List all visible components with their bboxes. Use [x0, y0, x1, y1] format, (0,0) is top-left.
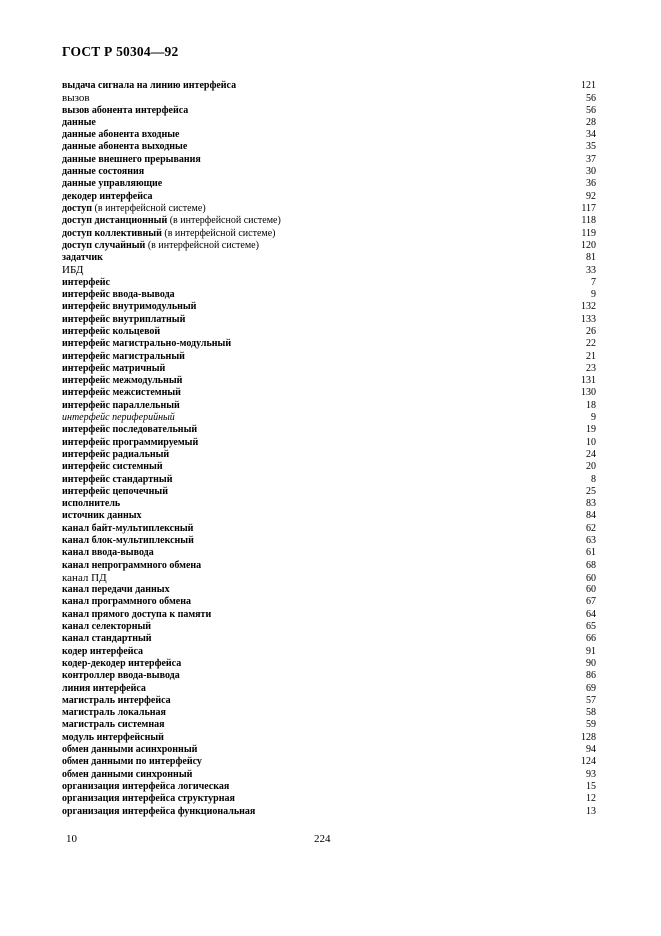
index-term — [62, 596, 191, 608]
index-entry — [62, 449, 596, 461]
index-entry — [62, 400, 596, 412]
index-entry — [62, 326, 596, 338]
page-number-center: 224 — [314, 833, 331, 845]
index-term — [62, 338, 231, 350]
index-term — [62, 424, 197, 436]
index-term — [62, 744, 197, 756]
index-page-number: 130 — [581, 387, 596, 399]
index-term — [62, 289, 175, 301]
index-page-number: 25 — [586, 485, 596, 497]
index-term — [62, 670, 180, 682]
index-page-number: 24 — [586, 448, 596, 460]
index-term-text: доступ коллективный — [62, 227, 162, 239]
index-term-qualifier: (в интерфейсной системе) — [145, 239, 259, 251]
index-term-text: канал ПД — [62, 571, 107, 584]
index-page-number: 83 — [586, 498, 596, 510]
index-term — [62, 277, 110, 289]
index-entry — [62, 596, 596, 608]
index-term-text: доступ — [62, 202, 93, 214]
index-entry — [62, 633, 596, 645]
index-entry — [62, 498, 596, 510]
index-entry — [62, 560, 596, 572]
index-term — [62, 498, 120, 510]
index-entry — [62, 609, 596, 621]
index-entry — [62, 191, 596, 203]
index-page-number: 58 — [586, 707, 596, 719]
index-term-text: обмен данными асинхронный — [62, 744, 198, 756]
index-page-number: 33 — [586, 265, 596, 277]
index-term-text: кодер интерфейса — [62, 645, 144, 657]
index-term-text: канал блок-мультиплексный — [62, 534, 194, 546]
index-term — [62, 80, 236, 92]
index-entry — [62, 572, 596, 584]
index-term — [62, 314, 185, 326]
index-page-number: 63 — [586, 534, 596, 546]
index-entry — [62, 806, 596, 818]
index-term-text: доступ дистанционный — [62, 215, 168, 227]
index-term-text: выдача сигнала на линию интерфейса — [62, 80, 237, 91]
index-page-number: 9 — [591, 289, 596, 301]
index-page-number: 66 — [586, 633, 596, 645]
index-page-number: 121 — [581, 80, 596, 91]
index-page-number: 120 — [581, 239, 596, 251]
index-term-text: данные состояния — [62, 166, 145, 178]
index-term-text: исполнитель — [62, 498, 121, 510]
index-term-qualifier: (в интерфейсной системе) — [167, 215, 281, 227]
index-term-text: интерфейс внутриплатный — [62, 313, 186, 325]
index-term-text: интерфейс кольцевой — [62, 325, 161, 337]
index-entry — [62, 535, 596, 547]
index-entry — [62, 240, 596, 252]
index-entry — [62, 486, 596, 498]
index-term — [62, 793, 235, 805]
index-term-text: данные — [62, 116, 96, 128]
index-term — [62, 474, 172, 486]
index-entry — [62, 732, 596, 744]
index-term — [62, 486, 168, 498]
index-term — [62, 178, 162, 190]
index-entry — [62, 719, 596, 731]
index-term — [62, 781, 229, 793]
index-term — [62, 191, 153, 203]
index-term — [62, 707, 166, 719]
index-term-text: декодер интерфейса — [62, 190, 153, 202]
index-term — [62, 117, 96, 129]
index-term — [62, 584, 170, 596]
index-entry — [62, 228, 596, 240]
index-term — [62, 240, 259, 252]
index-term — [62, 732, 164, 744]
index-entry — [62, 363, 596, 375]
index-page-number: 90 — [586, 657, 596, 669]
index-entry — [62, 301, 596, 313]
index-term-text: интерфейс ввода-вывода — [62, 289, 175, 301]
index-term — [62, 621, 151, 633]
index-page-number: 13 — [586, 805, 596, 817]
index-entry — [62, 412, 596, 424]
index-term — [62, 215, 281, 227]
index-term-text: доступ случайный — [62, 239, 146, 251]
index-page-number: 15 — [586, 780, 596, 792]
index-term-text: интерфейс магистральный — [62, 350, 185, 362]
index-entry — [62, 621, 596, 633]
index-term — [62, 105, 188, 117]
index-term — [62, 683, 146, 695]
index-entry — [62, 523, 596, 535]
index-term — [62, 449, 169, 461]
index-term — [62, 252, 103, 264]
index-entry — [62, 424, 596, 436]
document-header: ГОСТ Р 50304—92 — [62, 44, 179, 59]
index-entry — [62, 289, 596, 301]
index-page-number: 124 — [581, 756, 596, 768]
index-term-text: ИБД — [62, 264, 84, 277]
index-term — [62, 400, 180, 412]
index-term-text: интерфейс периферийный — [62, 412, 175, 424]
index-term-text: канал ввода-вывода — [62, 547, 154, 559]
index-term-text: интерфейс межмодульный — [62, 375, 183, 387]
index-entry — [62, 203, 596, 215]
index-page-number: 37 — [586, 153, 596, 165]
index-entry — [62, 105, 596, 117]
index-page-number: 59 — [586, 719, 596, 731]
index-term — [62, 572, 107, 584]
index-page-number: 91 — [586, 645, 596, 657]
index-page-number: 132 — [581, 301, 596, 313]
index-page-number: 56 — [586, 104, 596, 116]
index-entry — [62, 744, 596, 756]
index-page-number: 60 — [586, 584, 596, 596]
index-entry — [62, 92, 596, 104]
index-term-text: интерфейс матричный — [62, 362, 166, 374]
index-term-text: вызов — [62, 92, 90, 105]
index-term — [62, 363, 165, 375]
index-page-number: 62 — [586, 522, 596, 534]
index-term — [62, 535, 194, 547]
index-entry — [62, 338, 596, 350]
index-term-text: организация интерфейса структурная — [62, 793, 235, 805]
index-term-text: источник данных — [62, 510, 142, 522]
index-page-number: 9 — [591, 412, 596, 424]
index-term — [62, 560, 201, 572]
index-entry — [62, 707, 596, 719]
index-entry — [62, 277, 596, 289]
index-page-number: 92 — [586, 190, 596, 202]
index-term — [62, 695, 171, 707]
index-page-number: 65 — [586, 621, 596, 633]
index-term — [62, 633, 152, 645]
index-term — [62, 437, 198, 449]
index-entry — [62, 351, 596, 363]
index-term-text: канал байт-мультиплексный — [62, 522, 194, 534]
index-entry — [62, 129, 596, 141]
index-term-qualifier: (в интерфейсной системе) — [92, 202, 206, 214]
index-term-qualifier: (в интерфейсной системе) — [161, 227, 276, 239]
index-entry — [62, 461, 596, 473]
index-entry — [62, 793, 596, 805]
index-page-number: 93 — [586, 768, 596, 780]
index-term — [62, 387, 181, 399]
index-term-text: кодер-декодер интерфейса — [62, 657, 182, 669]
index-page-number: 117 — [581, 202, 596, 214]
index-term-text: линия интерфейса — [62, 682, 146, 694]
index-term — [62, 129, 180, 141]
index-term — [62, 375, 182, 387]
index-term-text: интерфейс магистрально-модульный — [62, 338, 232, 350]
index-term-text: данные внешнего прерывания — [62, 153, 201, 165]
index-entry — [62, 264, 596, 276]
index-page-number: 119 — [581, 227, 596, 239]
index-term — [62, 228, 275, 240]
index-page-number: 18 — [586, 399, 596, 411]
index-entry — [62, 178, 596, 190]
index-term-text: магистраль локальная — [62, 707, 166, 719]
index-page-number: 22 — [586, 338, 596, 350]
index-page-number: 12 — [586, 793, 596, 805]
index-term-text: интерфейс внутримодульный — [62, 301, 197, 313]
index-term — [62, 326, 160, 338]
index-entry — [62, 695, 596, 707]
index-term-text: интерфейс цепочечный — [62, 485, 168, 497]
index-entry — [62, 252, 596, 264]
index-entry — [62, 314, 596, 326]
index-page-number: 94 — [586, 744, 596, 756]
index-page-number: 34 — [586, 129, 596, 141]
index-page-number: 10 — [586, 436, 596, 448]
index-term — [62, 719, 165, 731]
index-entry — [62, 141, 596, 153]
index-page-number: 20 — [586, 461, 596, 473]
index-term-text: интерфейс системный — [62, 461, 163, 473]
index-page-number: 26 — [586, 325, 596, 337]
index-term — [62, 92, 90, 104]
index-term-text: интерфейс — [62, 276, 110, 288]
index-term-text: модуль интерфейсный — [62, 731, 164, 743]
index-page-number: 86 — [586, 670, 596, 682]
index-term-text: интерфейс последовательный — [62, 424, 198, 436]
index-entry — [62, 375, 596, 387]
index-term — [62, 547, 154, 559]
index-term-text: данные абонента входные — [62, 129, 180, 141]
index-page-number: 57 — [586, 694, 596, 706]
index-term — [62, 769, 192, 781]
index-term-text: данные абонента выходные — [62, 141, 188, 153]
index-page-number: 28 — [586, 116, 596, 128]
index-term — [62, 141, 187, 153]
index-term-text: магистраль системная — [62, 719, 165, 731]
index-term — [62, 510, 142, 522]
index-entry — [62, 646, 596, 658]
index-term-text: интерфейс стандартный — [62, 473, 173, 485]
index-term — [62, 609, 211, 621]
index-term — [62, 412, 175, 424]
index-entry — [62, 510, 596, 522]
index-page-number: 23 — [586, 362, 596, 374]
index-entry — [62, 117, 596, 129]
index-term-text: канал передачи данных — [62, 584, 170, 596]
index-entry — [62, 387, 596, 399]
index-entry — [62, 547, 596, 559]
index-term — [62, 523, 193, 535]
page-number-left: 10 — [66, 833, 77, 845]
index-term — [62, 461, 163, 473]
index-entry — [62, 584, 596, 596]
index-entry — [62, 80, 596, 92]
index-term-text: канал стандартный — [62, 633, 152, 645]
index-page-number: 64 — [586, 608, 596, 620]
index-page-number: 61 — [586, 547, 596, 559]
index-term — [62, 351, 185, 363]
index-page-number: 8 — [591, 473, 596, 485]
index-page-number: 81 — [586, 252, 596, 264]
index-term — [62, 301, 196, 313]
index-page-number: 69 — [586, 682, 596, 694]
index-page-number: 36 — [586, 178, 596, 190]
index-entry — [62, 215, 596, 227]
index-page-number: 56 — [586, 93, 596, 105]
index-term — [62, 658, 181, 670]
index-term-text: задатчик — [62, 252, 103, 264]
index-term-text: магистраль интерфейса — [62, 694, 171, 706]
index-term-text: организация интерфейса функциональная — [62, 805, 256, 817]
index-term — [62, 806, 255, 818]
index-term-text: интерфейс межсистемный — [62, 387, 181, 399]
index-term — [62, 203, 206, 215]
index-entry — [62, 781, 596, 793]
index-page-number: 128 — [581, 731, 596, 743]
index-term-text: интерфейс параллельный — [62, 399, 180, 411]
index-entry — [62, 670, 596, 682]
index-page-number: 60 — [586, 572, 596, 584]
index-page-number: 118 — [581, 215, 596, 227]
index-term — [62, 264, 83, 276]
index-term-text: вызов абонента интерфейса — [62, 104, 189, 116]
index-entry — [62, 683, 596, 695]
index-term-text: обмен данными синхронный — [62, 768, 193, 780]
term-index-list — [62, 80, 596, 818]
index-page-number: 84 — [586, 510, 596, 522]
index-term-text: канал прямого доступа к памяти — [62, 608, 212, 620]
index-term-text: организация интерфейса логическая — [62, 780, 230, 792]
index-entry — [62, 756, 596, 768]
index-term — [62, 166, 144, 178]
index-entry — [62, 437, 596, 449]
index-term-text: интерфейс радиальный — [62, 448, 170, 460]
index-page-number: 67 — [586, 596, 596, 608]
index-entry — [62, 166, 596, 178]
index-term-text: контроллер ввода-вывода — [62, 670, 180, 682]
index-term-text: канал программного обмена — [62, 596, 191, 608]
index-page-number: 133 — [581, 313, 596, 325]
index-page-number: 131 — [581, 375, 596, 387]
index-page-number: 19 — [586, 424, 596, 436]
index-term — [62, 154, 201, 166]
index-entry — [62, 474, 596, 486]
index-page-number: 7 — [591, 276, 596, 288]
index-page-number: 30 — [586, 166, 596, 178]
index-entry — [62, 769, 596, 781]
index-entry — [62, 658, 596, 670]
index-term-text: канал селекторный — [62, 621, 152, 633]
index-term-text: обмен данными по интерфейсу — [62, 756, 202, 768]
index-page-number: 35 — [586, 141, 596, 153]
index-term — [62, 646, 143, 658]
index-term-text: интерфейс программируемый — [62, 436, 199, 448]
index-entry — [62, 154, 596, 166]
index-term — [62, 756, 202, 768]
index-term-text: канал непрограммного обмена — [62, 559, 202, 571]
index-page-number: 21 — [586, 350, 596, 362]
index-term-text: данные управляющие — [62, 178, 163, 190]
index-page-number: 68 — [586, 559, 596, 571]
